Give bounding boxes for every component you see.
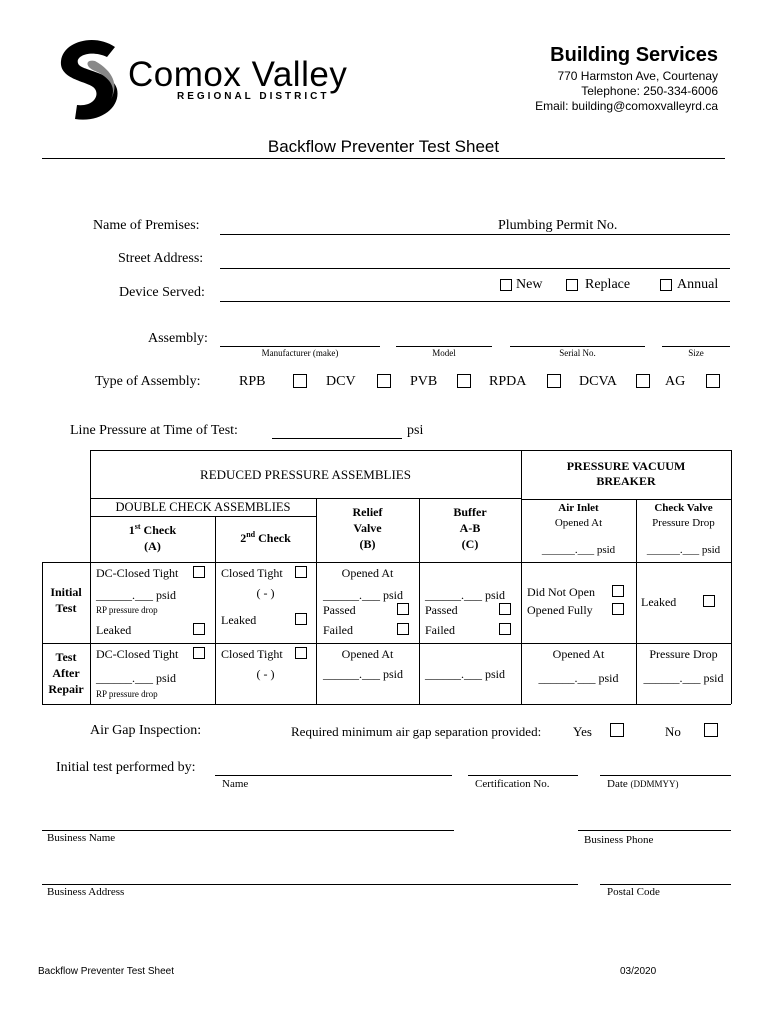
- buffer-header-2: A-B: [459, 521, 481, 535]
- performed-cert-field[interactable]: [468, 775, 578, 776]
- size-field[interactable]: [662, 346, 730, 347]
- dept-telephone: Telephone: 250-334-6006: [581, 84, 718, 98]
- type-rpda-label: RPDA: [489, 374, 527, 389]
- business-name-field[interactable]: [42, 830, 454, 831]
- check1-sub: (A): [144, 539, 161, 553]
- type-dcva-label: DCVA: [579, 374, 617, 389]
- initial-check2-closed-tight-checkbox[interactable]: [295, 566, 307, 578]
- org-subname: REGIONAL DISTRICT: [177, 91, 330, 102]
- pvb-header-line2: BREAKER: [596, 474, 656, 488]
- dept-name: Building Services: [550, 44, 718, 66]
- initial-check2-leaked-checkbox[interactable]: [295, 613, 307, 625]
- check-valve-header: Check Valve: [654, 502, 713, 514]
- relief-header-2: Valve: [353, 521, 382, 535]
- initial-check1-leaked: Leaked: [96, 623, 132, 637]
- initial-did-not-open: Did Not Open: [527, 585, 595, 599]
- initial-relief-failed-checkbox[interactable]: [397, 623, 409, 635]
- business-address-caption: Business Address: [47, 886, 125, 898]
- type-ag-checkbox[interactable]: [706, 374, 720, 388]
- after-check1-psid[interactable]: ______.___ psid: [96, 671, 177, 685]
- initial-opened-fully: Opened Fully: [527, 603, 593, 617]
- performed-date-field[interactable]: [600, 775, 731, 776]
- initial-relief-passed: Passed: [323, 603, 356, 617]
- initial-opened-fully-checkbox[interactable]: [612, 603, 624, 615]
- footer-date: 03/2020: [620, 966, 657, 977]
- business-name-caption: Business Name: [47, 832, 116, 844]
- after-check-valve-pressure-drop: Pressure Drop: [649, 647, 718, 661]
- type-assembly-label: Type of Assembly:: [95, 374, 201, 389]
- device-label: Device Served:: [119, 285, 205, 300]
- line-pressure-unit: psi: [407, 423, 424, 438]
- business-phone-field[interactable]: [578, 830, 731, 831]
- type-dcva-checkbox[interactable]: [636, 374, 650, 388]
- assembly-label: Assembly:: [148, 331, 208, 346]
- manufacturer-field[interactable]: [220, 346, 380, 347]
- serial-field[interactable]: [510, 346, 645, 347]
- initial-dc-closed-tight-checkbox[interactable]: [193, 566, 205, 578]
- type-pvb-label: PVB: [410, 374, 438, 389]
- dca-header: DOUBLE CHECK ASSEMBLIES: [115, 500, 291, 514]
- after-buffer-psid[interactable]: ______.___ psid: [425, 667, 506, 681]
- after-check2-closed-tight: Closed Tight: [221, 647, 283, 661]
- air-gap-no-checkbox[interactable]: [704, 723, 718, 737]
- after-dc-closed-tight-checkbox[interactable]: [193, 647, 205, 659]
- after-check2-paren: ( - ): [256, 667, 275, 681]
- postal-code-caption: Postal Code: [607, 886, 660, 898]
- initial-test-label-1: Initial: [50, 585, 82, 599]
- table-top-border: [90, 450, 731, 451]
- after-check2-closed-tight-checkbox[interactable]: [295, 647, 307, 659]
- relief-header-3: (B): [359, 537, 376, 551]
- after-repair-label-3: Repair: [48, 682, 84, 696]
- type-dcv-checkbox[interactable]: [377, 374, 391, 388]
- type-rpb-checkbox[interactable]: [293, 374, 307, 388]
- air-inlet-psid[interactable]: ______.___ psid: [541, 544, 616, 556]
- initial-check-valve-leaked: Leaked: [641, 595, 677, 609]
- initial-relief-opened-at: Opened At: [341, 566, 394, 580]
- initial-buffer-failed-checkbox[interactable]: [499, 623, 511, 635]
- check1-header: 1st Check: [128, 522, 177, 537]
- relief-header-1: Relief: [352, 505, 383, 519]
- footer-title: Backflow Preventer Test Sheet: [38, 966, 174, 977]
- street-field[interactable]: [220, 268, 730, 269]
- air-gap-yes-label: Yes: [573, 724, 592, 739]
- type-pvb-checkbox[interactable]: [457, 374, 471, 388]
- pvb-header-line1: PRESSURE VACUUM: [566, 459, 686, 473]
- premises-label: Name of Premises:: [93, 218, 200, 233]
- initial-check1-psid[interactable]: ______.___ psid: [96, 588, 177, 602]
- business-address-field[interactable]: [42, 884, 578, 885]
- initial-rp-pressure-drop: RP pressure drop: [96, 605, 158, 615]
- initial-check-valve-leaked-checkbox[interactable]: [703, 595, 715, 607]
- replace-checkbox[interactable]: [566, 279, 578, 291]
- street-label: Street Address:: [118, 251, 204, 266]
- form-title: Backflow Preventer Test Sheet: [267, 137, 500, 156]
- air-inlet-header: Air Inlet: [558, 502, 599, 514]
- size-caption: Size: [688, 348, 704, 358]
- check-valve-psid[interactable]: ______.___ psid: [646, 544, 721, 556]
- check-valve-pressure-drop: Pressure Drop: [652, 517, 715, 529]
- rpa-header: REDUCED PRESSURE ASSEMBLIES: [200, 467, 411, 482]
- annual-checkbox[interactable]: [660, 279, 672, 291]
- type-ag-label: AG: [665, 374, 686, 389]
- initial-buffer-psid[interactable]: ______.___ psid: [425, 588, 506, 602]
- after-repair-label-1: Test: [55, 650, 77, 664]
- initial-relief-passed-checkbox[interactable]: [397, 603, 409, 615]
- after-check-valve-psid[interactable]: ______.___ psid: [643, 671, 724, 685]
- business-phone-caption: Business Phone: [584, 834, 654, 846]
- initial-relief-psid[interactable]: ______.___ psid: [323, 588, 404, 602]
- performed-by-label: Initial test performed by:: [56, 760, 196, 775]
- new-label: New: [516, 277, 543, 292]
- line-pressure-field[interactable]: [272, 438, 402, 439]
- performed-name-caption: Name: [222, 778, 249, 790]
- initial-buffer-passed: Passed: [425, 603, 458, 617]
- initial-check1-leaked-checkbox[interactable]: [193, 623, 205, 635]
- initial-test-label-2: Test: [55, 601, 77, 615]
- premises-field[interactable]: [220, 234, 730, 235]
- org-name: Comox Valley: [128, 55, 348, 94]
- initial-did-not-open-checkbox[interactable]: [612, 585, 624, 597]
- type-dcv-label: DCV: [326, 374, 356, 389]
- device-field[interactable]: [220, 301, 730, 302]
- serial-caption: Serial No.: [559, 348, 596, 358]
- annual-label: Annual: [677, 277, 719, 292]
- after-relief-opened-at: Opened At: [341, 647, 394, 661]
- type-rpda-checkbox[interactable]: [547, 374, 561, 388]
- manufacturer-caption: Manufacturer (make): [261, 348, 339, 358]
- line-pressure-label: Line Pressure at Time of Test:: [70, 423, 238, 438]
- air-gap-no-label: No: [665, 724, 681, 739]
- after-relief-psid[interactable]: ______.___ psid: [323, 667, 404, 681]
- model-field[interactable]: [396, 346, 492, 347]
- model-caption: Model: [432, 348, 456, 358]
- initial-check2-leaked: Leaked: [221, 613, 257, 627]
- check2-header: 2nd Check: [240, 530, 291, 545]
- initial-check2-paren: ( - ): [256, 586, 275, 600]
- initial-check2-closed-tight: Closed Tight: [221, 566, 283, 580]
- initial-buffer-passed-checkbox[interactable]: [499, 603, 511, 615]
- air-inlet-opened-at: Opened At: [554, 517, 603, 529]
- air-gap-required: Required minimum air gap separation provided:: [291, 724, 542, 739]
- performed-name-field[interactable]: [215, 775, 452, 776]
- buffer-header-1: Buffer: [453, 505, 487, 519]
- new-checkbox[interactable]: [500, 279, 512, 291]
- title-rule: [42, 158, 725, 159]
- after-rp-pressure-drop: RP pressure drop: [96, 689, 158, 699]
- initial-relief-failed: Failed: [323, 623, 353, 637]
- initial-dc-closed-tight: DC-Closed Tight: [96, 566, 179, 580]
- after-air-inlet-psid[interactable]: ______.___ psid: [538, 671, 619, 685]
- buffer-header-3: (C): [461, 537, 479, 551]
- after-repair-label-2: After: [52, 666, 80, 680]
- postal-code-field[interactable]: [600, 884, 731, 885]
- replace-label: Replace: [585, 277, 631, 292]
- initial-buffer-failed: Failed: [425, 623, 455, 637]
- performed-cert-caption: Certification No.: [475, 778, 550, 790]
- dept-email: Email: building@comoxvalleyrd.ca: [535, 99, 718, 113]
- air-gap-yes-checkbox[interactable]: [610, 723, 624, 737]
- permit-label: Plumbing Permit No.: [495, 218, 620, 234]
- performed-date-caption: Date (DDMMYY): [607, 778, 679, 790]
- cvrd-logo-icon: [55, 37, 127, 123]
- after-dc-closed-tight: DC-Closed Tight: [96, 647, 179, 661]
- type-rpb-label: RPB: [239, 374, 266, 389]
- after-air-inlet-opened-at: Opened At: [552, 647, 605, 661]
- dept-address: 770 Harmston Ave, Courtenay: [557, 69, 718, 83]
- air-gap-label: Air Gap Inspection:: [90, 723, 202, 738]
